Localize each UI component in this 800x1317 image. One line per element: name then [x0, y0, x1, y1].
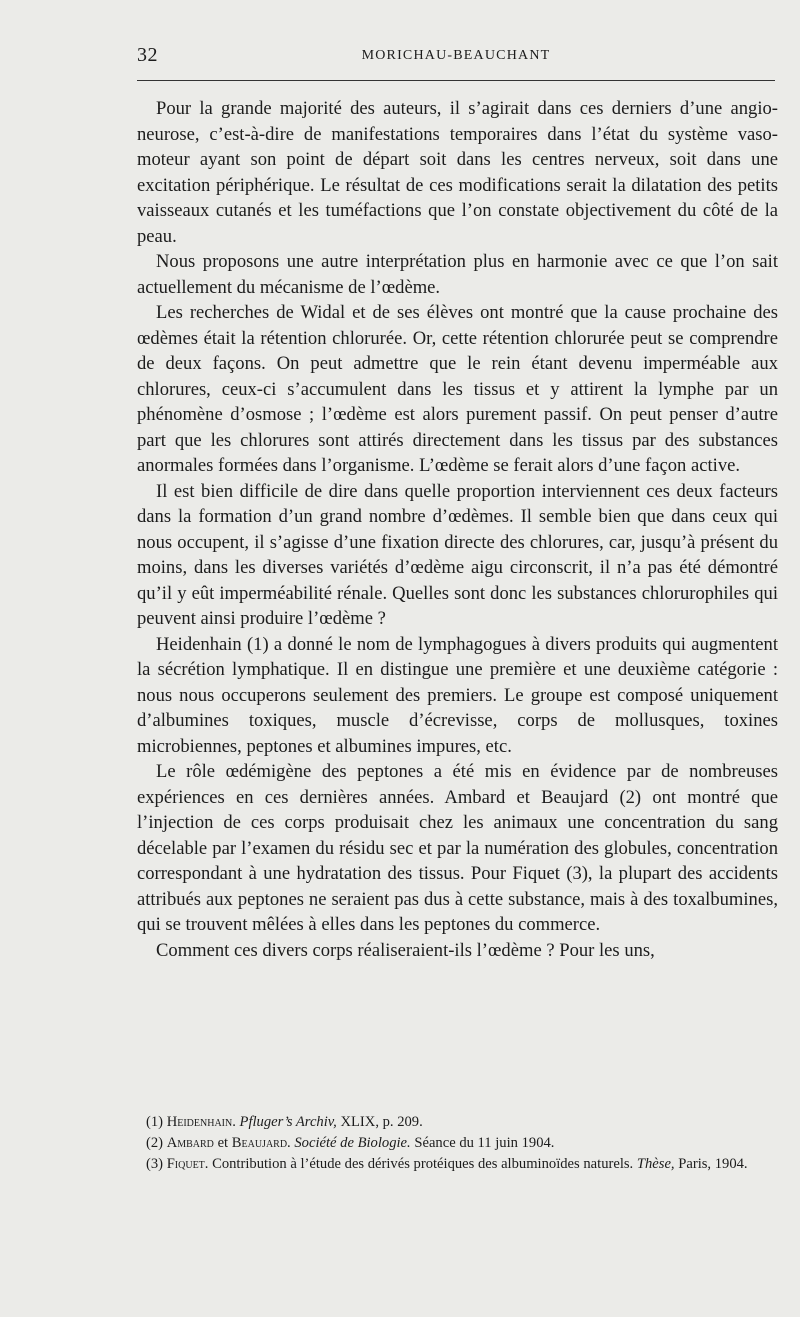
footnote-detail: XLIX, p. 209.: [340, 1114, 423, 1130]
footnote-author: Ambard: [166, 1135, 214, 1151]
footnote-conjunction: et: [217, 1135, 229, 1151]
footnote-text: Contribution à l’étude des dérivés protéiques des albuminoïdes naturels.: [212, 1156, 634, 1172]
paragraph: Il est bien difficile de dire dans quelle proportion interviennent ces deux facteurs dans la formation d’un grand nombre d’œdèmes. Il semble bien que dans ceux qui nous occupent, il s’agisse d’une fixation directe des chlorures, car, jusqu’à présent du moins, dans les diverses variétés d’œdème aigu circonscrit, il n’a pas été démontré qu’il y eût imperméabilité rénale. Quelles sont donc les substances chlorurophiles qui peuvent ainsi produire l’œdème ?: [137, 480, 778, 629]
footnote: [137, 1133, 775, 1154]
footnote-title: Thèse,: [636, 1156, 675, 1172]
paragraph: Pour la grande majorité des auteurs, il s’agirait dans ces derniers d’une angio-neurose, c’est-à-dire de manifestations temporaires dans l’état du système vaso-moteur ayant son point de départ soit dans les centres nerveux, soit dans une excitation périphérique. Le résultat de ces modifications serait la dilatation des petits vaisseaux cutanés et les tuméfactions que l’on constate objectivement du côté de la peau.: [137, 98, 778, 247]
page-header: [137, 44, 775, 74]
footnote-title: Pfluger’s Archiv,: [239, 1114, 337, 1130]
footnotes: [137, 1112, 775, 1175]
paragraph: Les recherches de Widal et de ses élèves ont montré que la cause prochaine des œdèmes était la rétention chlorurée. Or, cette rétention chlorurée peut se comprendre de deux façons. On peut admettre que le rein étant devenu imperméable aux chlorures, ceux-ci s’accumulent dans les tissus et y attirent la lymphe par un phénomène d’osmose ; l’œdème est alors purement passif. On peut penser d’autre part que les chlorures sont attirés directement dans les tissus par des substances anormales formées dans l’organisme. L’œdème se ferait alors d’une façon active.: [137, 302, 778, 476]
footnote: [137, 1112, 775, 1133]
paragraph: Heidenhain (1) a donné le nom de lymphagogues à divers produits qui augmentent la sécrétion lymphatique. Il en distingue une première et une deuxième catégorie : nous nous occuperons seulement des premiers. Le groupe est composé uniquement d’albumines toxiques, muscle d’écrevisse, corps de mollusques, toxines microbiennes, peptones et albumines impures, etc.: [137, 633, 778, 757]
page-number: 32: [137, 44, 158, 66]
footnote: [137, 1154, 775, 1175]
footnote-detail: Séance du 11 juin 1904.: [414, 1135, 555, 1151]
footnote-marker: (2): [146, 1135, 164, 1151]
footnote-marker: (1): [146, 1114, 164, 1130]
footnote-title: Société de Biologie.: [294, 1135, 411, 1151]
footnote-author: Fiquet.: [166, 1156, 209, 1172]
footnote-author: Beaujard.: [231, 1135, 291, 1151]
footnote-marker: (3): [146, 1156, 164, 1172]
footnote-detail: Paris, 1904.: [678, 1156, 748, 1172]
running-head: MORICHAU-BEAUCHANT: [361, 48, 551, 63]
footnote-author: Heidenhain.: [166, 1114, 236, 1130]
body-text: [137, 96, 778, 963]
paragraph: Le rôle œdémigène des peptones a été mis en évidence par de nombreuses expériences en ces dernières années. Ambard et Beaujard (2) ont montré que l’injection de ces corps produisait chez les animaux une concentration du sang décelable par l’examen du résidu sec et par la numération des globules, concentration correspondant à une hydratation des tissus. Pour Fiquet (3), la plupart des accidents attribués aux peptones ne seraient pas dus à cette substance, mais à des toxalbumines, qui se trouvent mêlées à elles dans les peptones du commerce.: [137, 761, 778, 935]
paragraph: Nous proposons une autre interprétation plus en harmonie avec ce que l’on sait actuellement du mécanisme de l’œdème.: [137, 251, 778, 298]
paragraph: Comment ces divers corps réaliseraient-ils l’œdème ? Pour les uns,: [156, 939, 655, 961]
header-rule: [137, 80, 775, 81]
